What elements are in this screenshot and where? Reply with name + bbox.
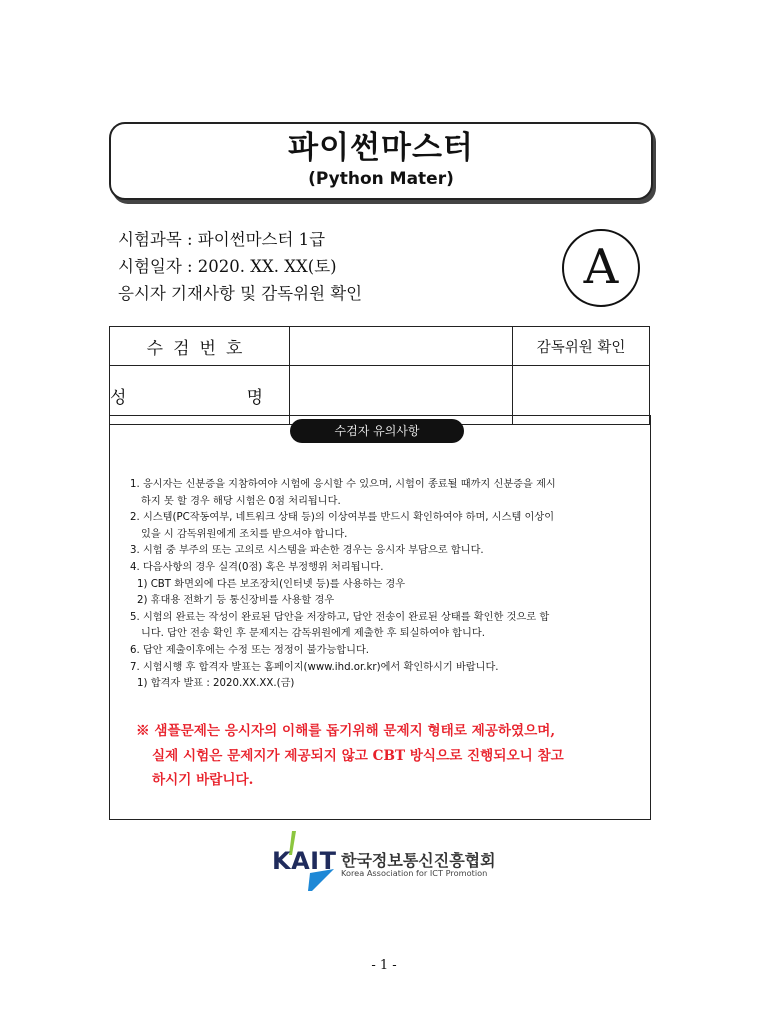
exam-subject: 시험과목 : 파이썬마스터 1급 <box>118 230 326 249</box>
supervisor-label: 감독위원 확인 <box>513 327 650 366</box>
rule-line: 5. 시험의 완료는 작성이 완료된 답안을 저장하고, 답안 전송이 완료된 상태를 확인한 것으로 합 <box>130 611 550 623</box>
rule-line: 니다. 답안 전송 확인 후 문제지는 감독위원에게 제출한 후 퇴실하여야 합니다. <box>141 628 485 640</box>
title-box <box>109 122 653 200</box>
exam-number-label: 수검번호 <box>110 327 290 366</box>
page-number: - 1 - <box>371 958 397 973</box>
rule-line: 있을 시 감독위원에게 조치를 받으셔야 합니다. <box>141 528 348 540</box>
candidate-table <box>109 326 650 425</box>
rule-line: 2) 휴대용 전화기 등 통신장비를 사용할 경우 <box>137 595 335 607</box>
exam-meta <box>118 226 362 307</box>
rule-line: 7. 시험시행 후 합격자 발표는 홈페이지(www.ihd.or.kr)에서 확인하시기 바랍니다. <box>130 661 499 673</box>
rule-line: 1) 합격자 발표 : 2020.XX.XX.(금) <box>137 678 295 690</box>
rule-line: 6. 답안 제출이후에는 수정 또는 정정이 불가능합니다. <box>130 644 370 656</box>
rule-line: 2. 시스템(PC작동여부, 네트워크 상태 등)의 이상여부를 반드시 확인하여야 하며, 시스템 이상이 <box>130 512 555 524</box>
sample-notice <box>136 719 650 793</box>
rule-line: 하지 못 할 경우 해당 시험은 0점 처리됩니다. <box>141 495 341 507</box>
kait-logo <box>272 829 512 891</box>
exam-number-field[interactable] <box>290 327 513 366</box>
sample-line: 하시기 바랍니다. <box>152 772 254 788</box>
kait-english-name: Korea Association for ICT Promotion <box>341 868 488 878</box>
exam-date: 시험일자 : 2020. XX. XX(토) <box>118 257 337 276</box>
name-label-text: 성 명 <box>110 387 290 408</box>
rule-line: 4. 다음사항의 경우 실격(0점) 혹은 부정행위 처리됩니다. <box>130 561 384 573</box>
exam-version-mark: A <box>562 229 640 307</box>
notice-title: 수검자 유의사항 <box>290 419 464 443</box>
exam-title: 파이썬마스터 <box>288 130 474 166</box>
sample-line: ※ 샘플문제는 응시자의 이해를 돕기위해 문제지 형태로 제공하였으며, <box>136 723 556 739</box>
candidate-note: 응시자 기재사항 및 감독위원 확인 <box>118 284 363 303</box>
sample-line: 실제 시험은 문제지가 제공되지 않고 CBT 방식으로 진행되오니 참고 <box>152 747 564 764</box>
rule-line: 1) CBT 화면외에 다른 보조장치(인터넷 등)를 사용하는 경우 <box>137 578 406 590</box>
notice-rules <box>130 477 644 693</box>
kait-abbr: KAIT <box>272 847 337 875</box>
rule-line: 1. 응시자는 신분증을 지참하여야 시험에 응시할 수 있으며, 시험이 종료될 때까지 신분증을 제시 <box>130 479 556 490</box>
kait-korean-name: 한국정보통신진흥협회 <box>341 851 496 870</box>
exam-subtitle: (Python Mater) <box>308 169 454 189</box>
notice-box <box>109 415 651 820</box>
rule-line: 3. 시험 중 부주의 또는 고의로 시스템을 파손한 경우는 응시자 부담으로 합니다. <box>130 545 484 557</box>
